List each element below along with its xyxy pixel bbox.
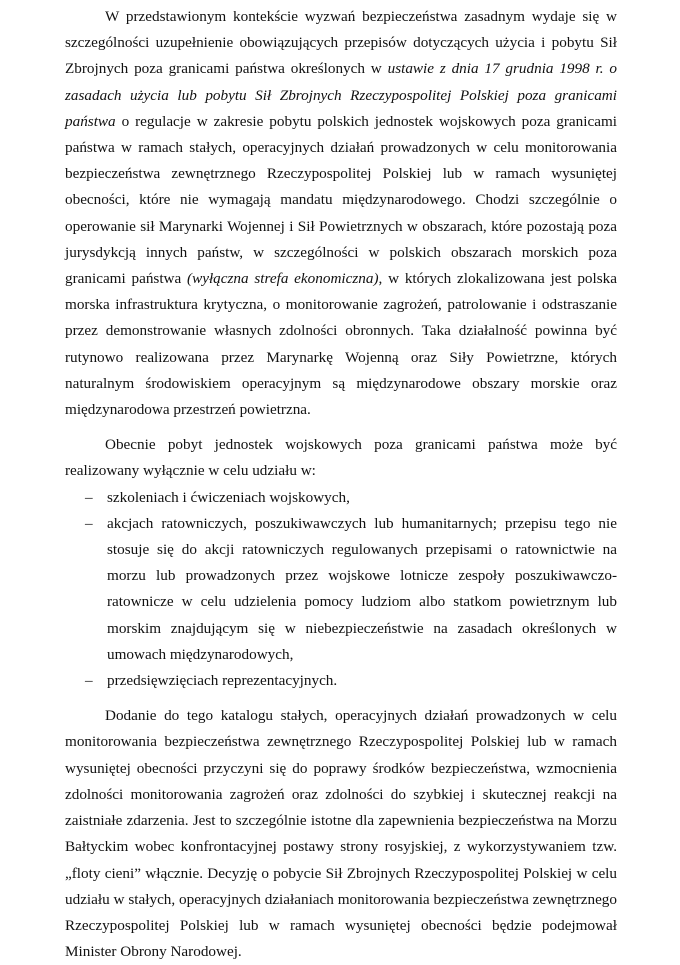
list-item-text: szkoleniach i ćwiczeniach wojskowych, — [107, 488, 350, 506]
dash-bullet-icon: – — [85, 488, 93, 506]
paragraph-text: o regulacje w zakresie pobytu polskich jednostek wojskowych poza granicami państwa w ramach stałych, operacyjnych działań prowadzonych w celu monitorowania bezpieczeństwa zewnętrznego Rzeczypospolitej Polskiej lub w ramach wysuniętej obecności, które nie wymagają mandatu międzynarodowego. Chodzi szczególnie o operowanie sił Marynarki Wojennej i Sił Powietrznych w obszarach, które pozostają poza jurysdykcją innych państw, w szczególności w polskich obszarach morskich poza granicami państwa — [65, 112, 617, 288]
paragraph-current-state: Obecnie pobyt jednostek wojskowych poza granicami państwa może być realizowany wyłącznie w celu udziału w: — [65, 436, 617, 480]
dash-bullet-icon: – — [85, 514, 93, 532]
paragraph-proposal: Dodanie do tego katalogu stałych, operacyjnych działań prowadzonych w celu monitorowania bezpieczeństwa zewnętrznego Rzeczypospolitej Polskiej lub w ramach wysuniętej obecności przyczyni się do poprawy środków bezpieczeństwa, wzmocnienia zdolności monitorowania zagrożeń oraz zdolności do szybkiej i skutecznej reakcji na zaistniałe zdarzenia. Jest to szczególnie istotne dla zapewnienia bezpieczeństwa na Morzu Bałtyckim wobec konfrontacyjnej postawy strony rosyjskiej, z wykorzystywaniem tzw. „floty cieni” włącznie. Decyzję o pobycie Sił Zbrojnych Rzeczypospolitej Polskiej w celu udziału w stałych, operacyjnych działaniach monitorowania bezpieczeństwa zewnętrznego Rzeczypospolitej Polskiej lub w ramach wysuniętej obecności będzie podejmował Minister Obrony Narodowej. — [65, 707, 617, 961]
list-item — [65, 511, 617, 668]
purpose-list — [65, 485, 617, 695]
dash-bullet-icon: – — [85, 672, 93, 690]
list-item — [65, 485, 617, 511]
eez-italic: (wyłączna strefa ekonomiczna) — [187, 270, 379, 288]
list-item — [65, 668, 617, 694]
paragraph-text: W przedstawionym kontekście wyzwań bezpieczeństwa zasadnym wydaje się w szczególności uzupełnienie obowiązujących przepisów dotyczących użycia i pobytu Sił Zbrojnych poza granicami państwa określonych w — [65, 8, 617, 78]
act-title-italic: ustawie z dnia 17 grudnia 1998 r. o zasadach użycia lub pobytu Sił Zbrojnych Rzeczypospolitej Polskiej poza granicami państwa — [65, 60, 617, 130]
paragraph-text: , w których zlokalizowana jest polska morska infrastruktura krytyczna, o monitorowanie zagrożeń, patrolowanie i odstraszanie przez demonstrowanie własnych zdolności obronnych. Taka działalność powinna być rutynowo realizowana przez Marynarkę Wojenną oraz Siły Powietrzne, których naturalnym środowiskiem operacyjnym są międzynarodowe obszary morskie oraz międzynarodowa przestrzeń powietrzna. — [65, 270, 617, 419]
document-page — [65, 4, 617, 965]
list-item-text: przedsięwzięciach reprezentacyjnych. — [107, 672, 338, 690]
list-item-text: akcjach ratowniczych, poszukiwawczych lub humanitarnych; przepisu tego nie stosuje się do akcji ratowniczych regulowanych przepisami o ratownictwie na morzu lub prowadzonych przez wojskowe lotnicze zespoły poszukiwawczo-ratownicze w celu udzielenia pomocy ludziom albo statkom powietrznym lub morskim znajdującym się w niebezpieczeństwie na zasadach określonych w umowach międzynarodowych, — [107, 514, 617, 663]
paragraph-context — [65, 4, 617, 423]
